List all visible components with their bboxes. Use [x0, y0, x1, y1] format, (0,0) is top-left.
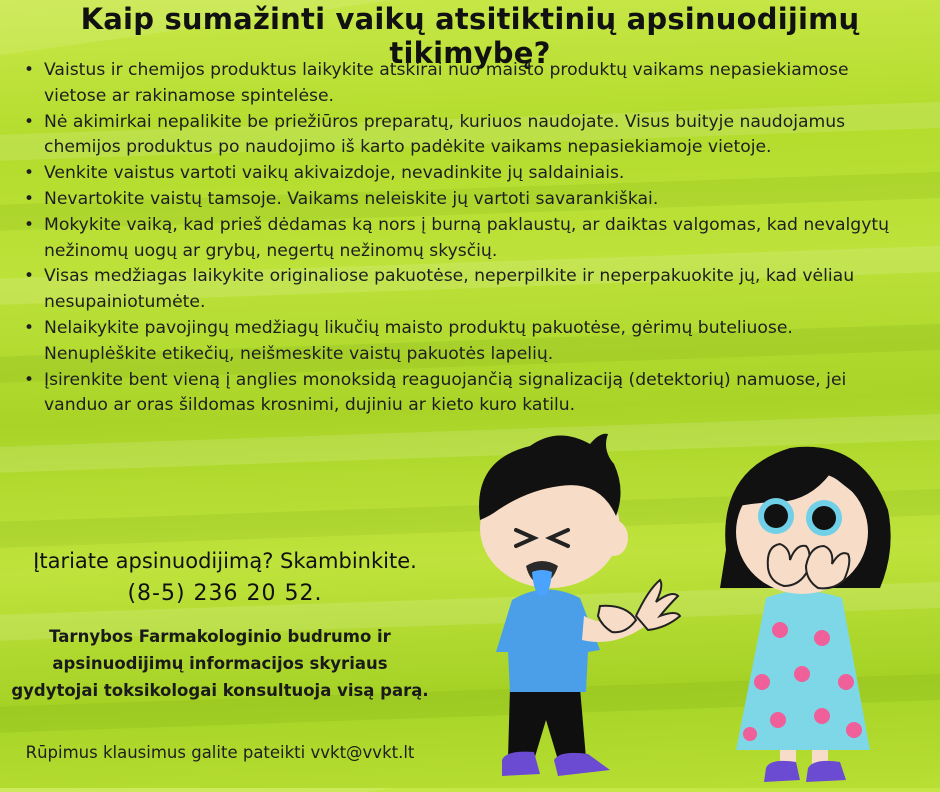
children-illustration	[450, 420, 940, 788]
phone-number[interactable]: (8-5) 236 20 52.	[127, 581, 323, 606]
note-line: gydytojai toksikologai konsultuoja visą parą.	[11, 681, 429, 700]
list-item: • Mokykite vaiką, kad prieš dėdamas ką nors į burną paklaustų, ar daiktas valgomas, kad nevalgytų nežinomų uogų ar grybų, negertų nežinomų skysčių.	[20, 213, 900, 265]
tips-list	[20, 58, 900, 419]
note-line: apsinuodijimų informacijos skyriaus	[52, 654, 388, 673]
call-heading: Įtariate apsinuodijimą? Skambinkite.	[33, 549, 417, 573]
list-item: • Venkite vaistus vartoti vaikų akivaizdoje, nevadinkite jų saldainiais.	[20, 161, 900, 187]
list-item: • Vaistus ir chemijos produktus laikykite atskirai nuo maisto produktų vaikams nepasiekiamose vietose ar rakinamose spintelėse.	[20, 58, 900, 110]
list-item: • Nevartokite vaistų tamsoje. Vaikams neleiskite jų vartoti savarankiškai.	[20, 187, 900, 213]
boy-choking-illustration	[479, 434, 680, 776]
note-line: Tarnybos Farmakologinio budrumo ir	[49, 627, 391, 646]
list-item: • Nelaikykite pavojingų medžiagų likučių maisto produktų pakuotėse, gėrimų buteliuose. Nenuplėškite etikečių, neišmeskite vaistų pakuotės lapelių.	[20, 316, 900, 368]
list-item: • Nė akimirkai nepalikite be priežiūros preparatų, kuriuos naudojate. Visus buityje naudojamus chemijos produktus po naudojimo iš karto padėkite vaikams nepasiekiamoje vietoje.	[20, 110, 900, 162]
contact-email-text: Rūpimus klausimus galite pateikti vvkt@vvkt.lt	[25, 743, 415, 762]
page-title: Kaip sumažinti vaikų atsitiktinių apsinuodijimų tikimybę?	[80, 2, 860, 70]
list-item: • Įsirenkite bent vieną į anglies monoksidą reaguojančią signalizaciją (detektorių) namuose, jei vanduo ar oras šildomas krosnimi, dujiniu ar kieto kuro katilu.	[20, 368, 900, 420]
girl-shocked-illustration	[720, 447, 891, 782]
consultation-note	[0, 623, 440, 704]
list-item: • Visas medžiagas laikykite originaliose pakuotėse, neperpilkite ir neperpakuokite jų, kad vėliau nesupainiotumėte.	[20, 264, 900, 316]
